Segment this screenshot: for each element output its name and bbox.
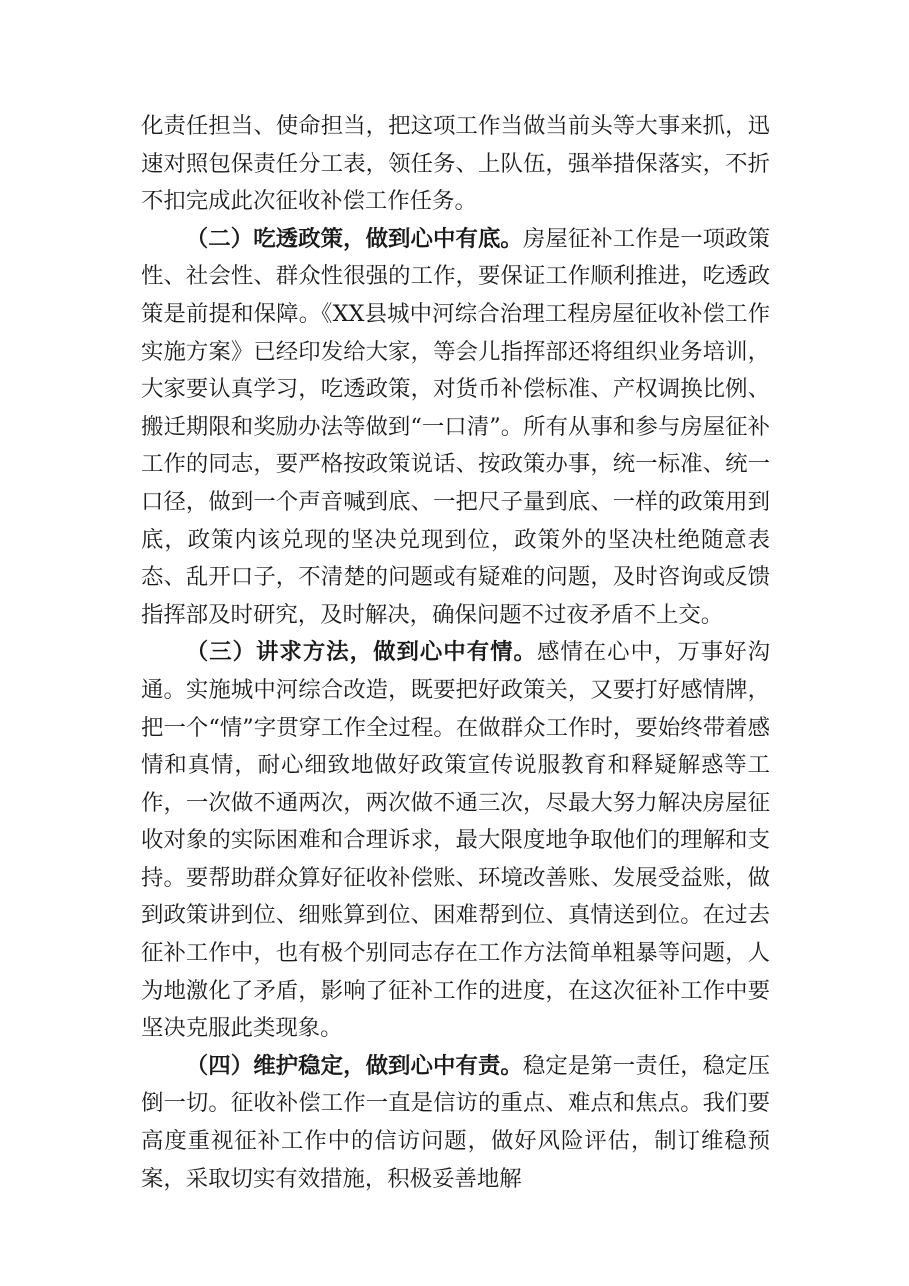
paragraph-section-2 xyxy=(141,221,770,635)
paragraph-text: 房屋征补工作是一项政策性、社会性、群众性很强的工作，要保证工作顺利推进，吃透政策是前提和保障。《XX县城中河综合治理工程房屋征收补偿工作实施方案》已经印发给大家，等会儿指挥部还将组织业务培训，大家要认真学习，吃透政策，对货币补偿标准、产权调换比例、搬迁期限和奖励办法等做到“一口清”。所有从事和参与房屋征补工作的同志，要严格按政策说话、按政策办事，统一标准、统一口径，做到一个声音喊到底、一把尺子量到底、一样的政策用到底，政策内该兑现的坚决兑现到位，政策外的坚决杜绝随意表态、乱开口子，不清楚的问题或有疑难的问题，及时咨询或反馈指挥部及时研究，及时解决，确保问题不过夜矛盾不上交。 xyxy=(141,225,771,628)
paragraph-continuation xyxy=(141,108,770,221)
paragraph-text: 感情在心中，万事好沟通。实施城中河综合改造，既要把好政策关，又要打好感情牌，把一个“情”字贯穿工作全过程。在做群众工作时，要始终带着感情和真情，耐心细致地做好政策宣传说服教育和释疑解惑等工作，一次做不通两次，两次做不通三次，尽最大努力解决房屋征收对象的实际困难和合理诉求，最大限度地争取他们的理解和支持。要帮助群众算好征收补偿账、环境改善账、发展受益账，做到政策讲到位、细账算到位、困难帮到位、真情送到位。在过去征补工作中，也有极个别同志存在工作方法简单粗暴等问题，人为地激化了矛盾，影响了征补工作的进度，在这次征补工作中要坚决克服此类现象。 xyxy=(141,639,771,1042)
section-heading: （三）讲求方法，做到心中有情。 xyxy=(185,639,537,666)
paragraph-section-4 xyxy=(141,1048,770,1198)
section-heading: （四）维护稳定，做到心中有责。 xyxy=(185,1052,523,1079)
paragraph-section-3 xyxy=(141,634,770,1048)
paragraph-text: 稳定是第一责任，稳定压倒一切。征收补偿工作一直是信访的重点、难点和焦点。我们要高度重视征补工作中的信访问题，做好风险评估，制订维稳预案，采取切实有效措施，积极妥善地解 xyxy=(141,1052,771,1192)
paragraph-text: 化责任担当、使命担当，把这项工作当做当前头等大事来抓，迅速对照包保责任分工表，领任务、上队伍，强举措保落实，不折不扣完成此次征收补偿工作任务。 xyxy=(141,113,770,215)
section-heading: （二）吃透政策，做到心中有底。 xyxy=(185,225,523,252)
document-body xyxy=(141,108,770,1198)
